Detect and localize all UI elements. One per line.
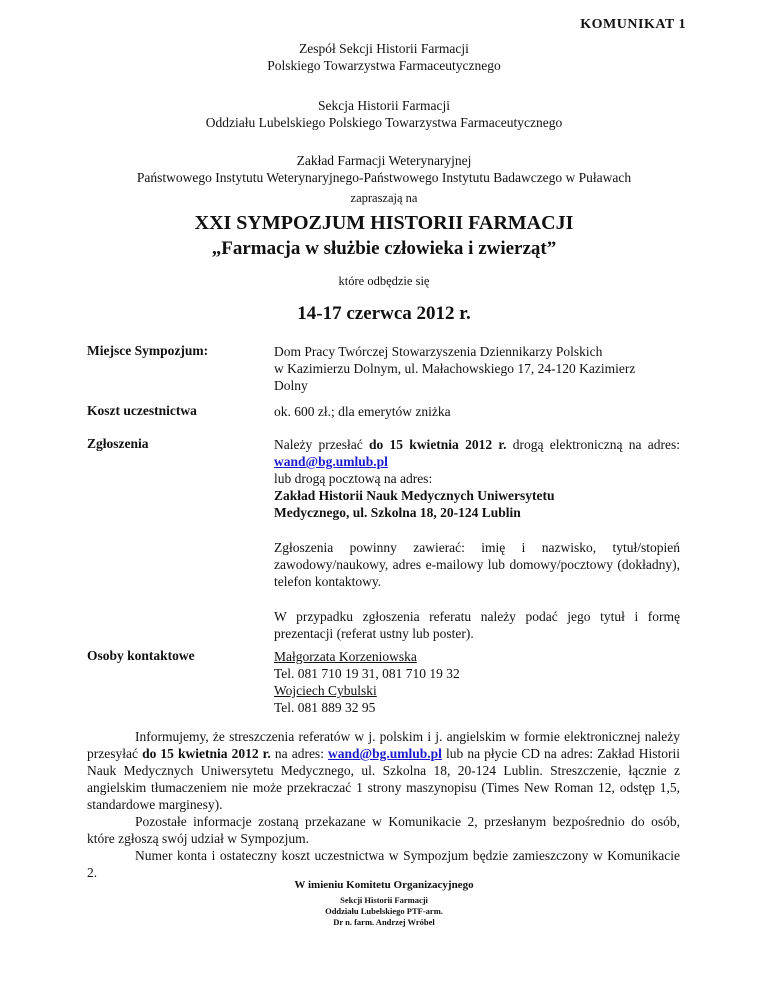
registration-address-line2: Medycznego, ul. Szkolna 18, 20-124 Lublin	[274, 505, 521, 520]
cost-label: Koszt uczestnictwa	[87, 403, 197, 418]
body-p1-text-d: lub na płycie CD na adres: Zakład Historii Nauk Medycznych Uniwersytetu Medycznego, ul. Szkolna 18, 20-124 Lublin. Streszczenie, łącznie z angielskim tłumaczeniem nie może przekraczać 1 strony maszynopisu (Times New Roman 12, odstęp 1,5, standardowe marginesy).	[87, 746, 681, 812]
signature-section: Sekcji Historii Farmacji	[340, 895, 428, 905]
invite-text: zapraszają na	[350, 191, 418, 205]
signature-branch: Oddziału Lubelskiego PTF-arm.	[325, 906, 443, 916]
registration-text-c: drogą elektroniczną na adres:	[506, 437, 680, 452]
event-date: 14-17 czerwca 2012 r.	[297, 303, 471, 324]
registration-paragraph-3: W przypadku zgłoszenia referatu należy podać jego tytuł i formę prezentacji (referat ustny lub poster).	[274, 609, 680, 641]
venue-line3: Dolny	[274, 378, 308, 393]
signature-block	[0, 895, 768, 928]
registration-label: Zgłoszenia	[87, 436, 149, 451]
cost-value: ok. 600 zł.; dla emerytów zniżka	[274, 404, 451, 419]
registration-text-a: Należy przesłać	[274, 437, 369, 452]
signature-name: Dr n. farm. Andrzej Wróbel	[333, 917, 435, 927]
contact-1-name: Małgorzata Korzeniowska	[274, 649, 417, 664]
contacts-list	[274, 648, 680, 716]
body-p1-deadline: do 15 kwietnia 2012 r.	[142, 746, 271, 761]
organizer-1-line2: Polskiego Towarzystwa Farmaceutycznego	[267, 58, 501, 73]
registration-details	[274, 436, 680, 642]
body-paragraph-2: Pozostałe informacje zostaną przekazane w Komunikacie 2, przesłanym bezpośrednio do osób, które zgłoszą swój udział w Sympozjum.	[87, 814, 680, 846]
contacts-label: Osoby kontaktowe	[87, 648, 195, 663]
organizer-3	[0, 152, 768, 186]
contact-1-phone: Tel. 081 710 19 31, 081 710 19 32	[274, 666, 460, 681]
body-text	[87, 728, 680, 881]
body-paragraph-1	[87, 728, 680, 813]
contact-2-phone: Tel. 081 889 32 95	[274, 700, 376, 715]
body-paragraph-3: Numer konta i ostateczny koszt uczestnictwa w Sympozjum będzie zamieszczony w Komunikacie 2.	[87, 848, 680, 880]
komunikat-label: KOMUNIKAT 1	[580, 17, 686, 32]
organizer-1	[0, 40, 768, 74]
registration-deadline: do 15 kwietnia 2012 r.	[369, 437, 507, 452]
event-title: XXI SYMPOZJUM HISTORII FARMACJI	[194, 212, 574, 234]
body-p1-text-a: Informujemy, że streszczenia referatów w j. polskim i j. angielskim w formie elektronicznej należy przesyłać	[87, 729, 680, 761]
registration-text-d: lub drogą pocztową na adres:	[274, 471, 433, 486]
event-subtitle: „Farmacja w służbie człowieka i zwierząt”	[211, 238, 557, 259]
organizer-2-line1: Sekcja Historii Farmacji	[318, 98, 450, 113]
organizer-3-line1: Zakład Farmacji Weterynaryjnej	[296, 153, 472, 168]
organizer-3-line2: Państwowego Instytutu Weterynaryjnego-Państwowego Instytutu Badawczego w Puławach	[136, 170, 632, 185]
organizer-2	[0, 97, 768, 131]
venue-line2: w Kazimierzu Dolnym, ul. Małachowskiego 17, 24-120 Kazimierz	[274, 361, 636, 376]
body-p1-text-c: na adres:	[270, 746, 329, 761]
venue-label: Miejsce Sympozjum:	[87, 343, 209, 358]
registration-address-line1: Zakład Historii Nauk Medycznych Uniwersytetu	[274, 488, 555, 503]
signature-committee: W imieniu Komitetu Organizacyjnego	[294, 879, 474, 891]
venue-value	[274, 343, 680, 394]
will-take-place-text: które odbędzie się	[338, 274, 430, 288]
registration-email-link[interactable]: wand@bg.umlub.pl	[274, 454, 388, 469]
registration-paragraph-2: Zgłoszenia powinny zawierać: imię i nazwisko, tytuł/stopień zawodowy/naukowy, adres e-mailowy lub domowy/pocztowy (dokładny), telefon kontaktowy.	[274, 540, 680, 589]
venue-line1: Dom Pracy Twórczej Stowarzyszenia Dziennikarzy Polskich	[274, 344, 603, 359]
organizer-2-line2: Oddziału Lubelskiego Polskiego Towarzystwa Farmaceutycznego	[205, 115, 563, 130]
body-email-link[interactable]: wand@bg.umlub.pl	[328, 746, 442, 761]
organizer-1-line1: Zespół Sekcji Historii Farmacji	[299, 41, 469, 56]
registration-paragraph-1	[274, 436, 680, 470]
contact-2-name: Wojciech Cybulski	[274, 683, 377, 698]
